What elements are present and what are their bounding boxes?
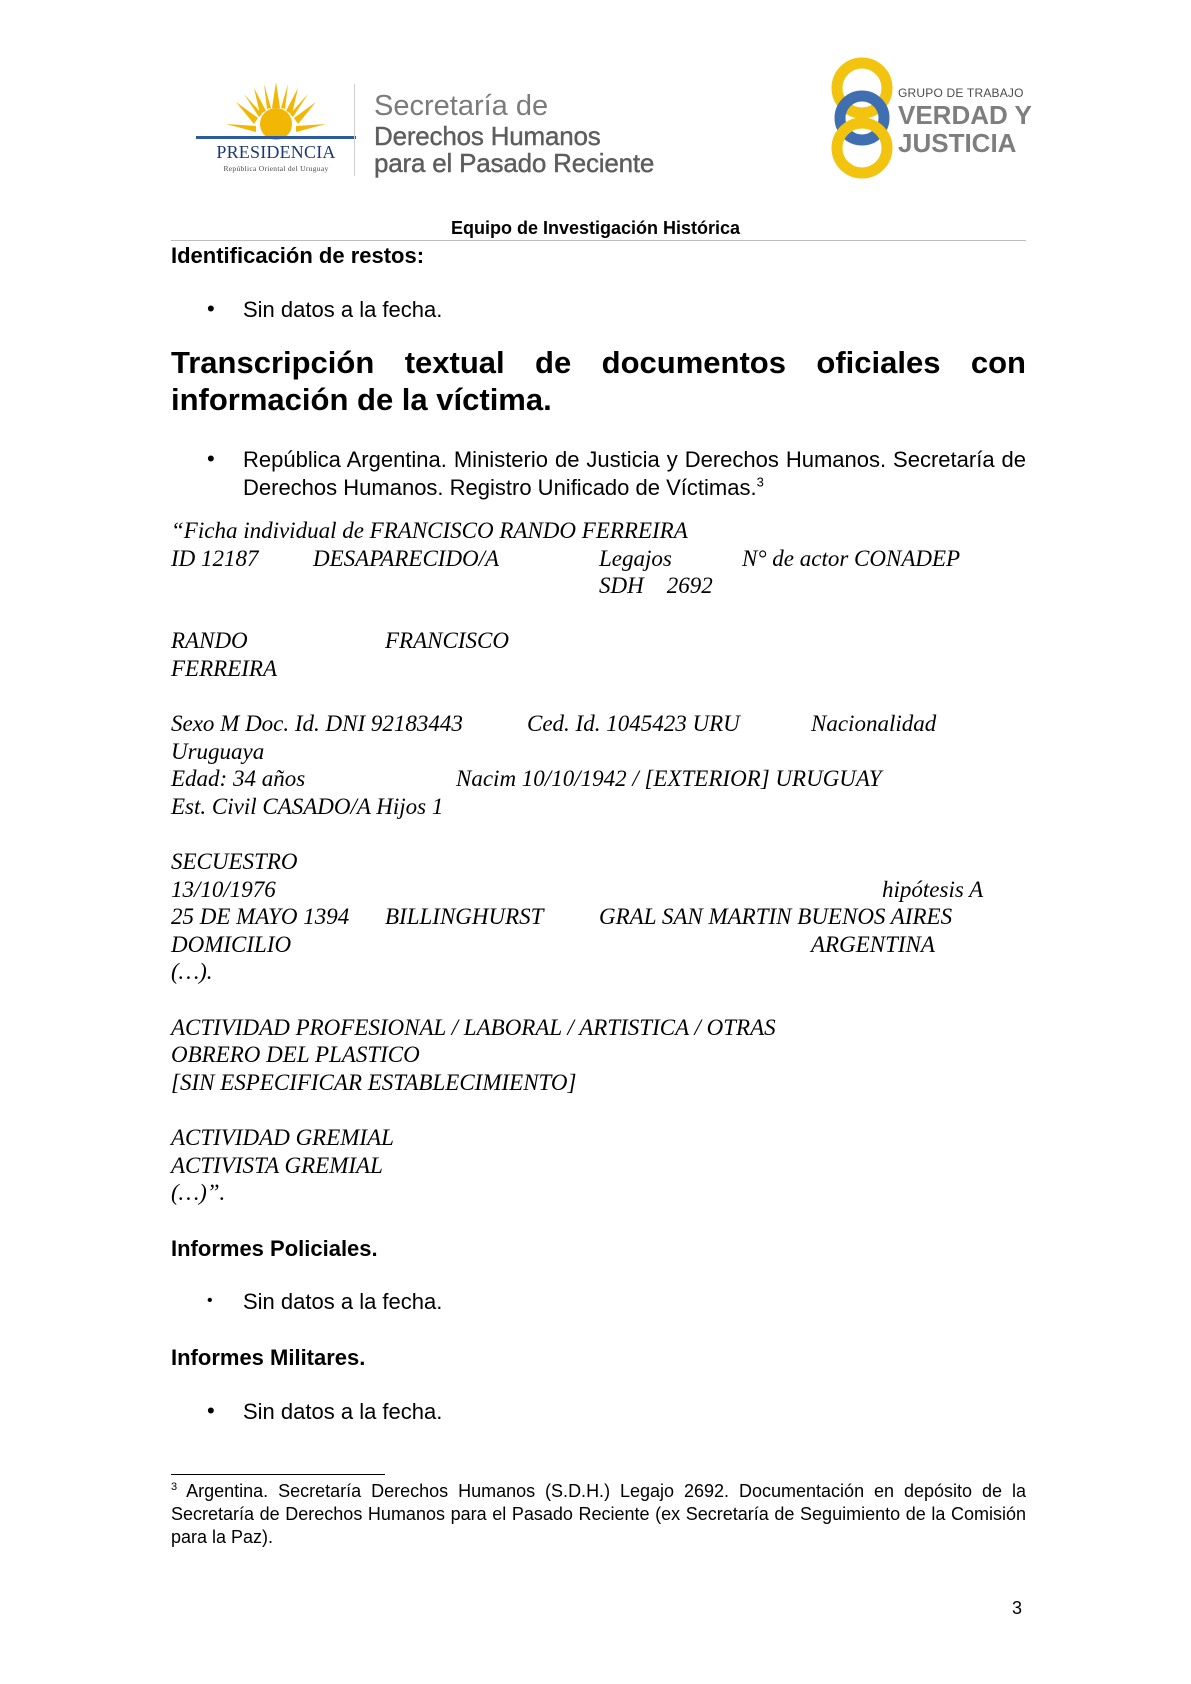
militares-bullet-text: Sin datos a la fecha. xyxy=(243,1399,443,1424)
ficha-partido: GRAL SAN MARTIN BUENOS AIRES xyxy=(599,904,953,929)
ficha-pais: ARGENTINA xyxy=(811,932,935,957)
ficha-domicilio: DOMICILIO xyxy=(171,932,292,957)
presidencia-name: PRESIDENCIA xyxy=(216,142,336,162)
bullet-icon: • xyxy=(207,1398,215,1423)
ficha-legajos-value: SDH 2692 xyxy=(599,573,713,598)
footnote-text: Argentina. Secretaría Derechos Humanos (S.D.H.) Legajo 2692. Documentación en depósito de la Secretaría de Derechos Humanos para el Pasado Reciente (ex Secretaría de Seguimiento de la Comisión para la Paz). xyxy=(171,1481,1026,1547)
ficha-title: “Ficha individual de FRANCISCO RANDO FERREIRA xyxy=(171,518,688,543)
ficha-ellipsis-2: (…)”. xyxy=(171,1180,226,1205)
footnote-mark: 3 xyxy=(171,1481,178,1493)
secretaria-logo-text xyxy=(374,88,714,184)
transcripcion-bullet-text xyxy=(243,446,1026,502)
sun-icon xyxy=(196,80,356,144)
policiales-bullet-text: Sin datos a la fecha. xyxy=(243,1289,443,1314)
transcripcion-heading-line-2: información de la víctima. xyxy=(171,382,552,417)
ficha-estado-civil: Est. Civil CASADO/A Hijos 1 xyxy=(171,794,444,819)
ficha-gremial-value: ACTIVISTA GREMIAL xyxy=(171,1153,383,1178)
ficha-actor: N° de actor CONADEP xyxy=(742,546,961,571)
ficha-legajos-label: Legajos xyxy=(599,546,672,571)
ficha-nacionalidad-value: Uruguaya xyxy=(171,739,265,764)
transcripcion-heading-line-1: Transcripción textual de documentos oficiales con xyxy=(171,345,1026,380)
grupo-label: GRUPO DE TRABAJO xyxy=(898,86,1024,100)
bullet-icon: • xyxy=(207,446,215,471)
policiales-title: Informes Policiales. xyxy=(171,1236,378,1261)
ficha-cedula: Ced. Id. 1045423 URU xyxy=(527,711,740,736)
ficha-actividad-label: ACTIVIDAD PROFESIONAL / LABORAL / ARTISTICA / OTRAS xyxy=(171,1015,776,1040)
ficha-nacimiento: Nacim 10/10/1942 / [EXTERIOR] URUGUAY xyxy=(456,766,882,791)
transcripcion-heading xyxy=(171,344,1026,418)
page-number: 3 xyxy=(1012,1598,1023,1618)
ficha-establecimiento: [SIN ESPECIFICAR ESTABLECIMIENTO] xyxy=(171,1070,577,1095)
ficha-ellipsis-1: (…). xyxy=(171,959,213,984)
header-subtitle: Equipo de Investigación Histórica xyxy=(450,218,741,238)
ficha-edad: Edad: 34 años xyxy=(171,766,306,791)
ficha-nombre: FRANCISCO xyxy=(385,628,509,653)
ficha-nacionalidad-label: Nacionalidad xyxy=(811,711,937,736)
ficha-direccion: 25 DE MAYO 1394 xyxy=(171,904,350,929)
secretaria-line-3: para el Pasado Reciente xyxy=(374,148,655,178)
verdad-justicia-text xyxy=(898,86,1048,156)
ficha-gremial-label: ACTIVIDAD GREMIAL xyxy=(171,1125,394,1150)
presidencia-subtitle: República Oriental del Uruguay xyxy=(223,164,329,173)
bullet-icon: • xyxy=(207,296,215,321)
secretaria-line-2: Derechos Humanos xyxy=(374,121,601,151)
header-rule xyxy=(171,240,1026,241)
source-reference: República Argentina. Ministerio de Justicia y Derechos Humanos. Secretaría de Derechos Humanos. Registro Unificado de Víctimas. xyxy=(243,447,1026,500)
presidencia-logo xyxy=(196,80,356,180)
ficha-localidad: BILLINGHURST xyxy=(385,904,544,929)
secretaria-line-1: Secretaría de xyxy=(374,90,549,122)
identificacion-bullet-text: Sin datos a la fecha. xyxy=(243,297,443,322)
footnote xyxy=(171,1480,1026,1549)
ficha-id: ID 12187 xyxy=(171,546,259,571)
justicia-label: JUSTICIA xyxy=(898,128,1017,158)
identificacion-title: Identificación de restos: xyxy=(171,243,425,268)
logo-divider xyxy=(354,84,355,176)
ficha-sexo-doc: Sexo M Doc. Id. DNI 92183443 xyxy=(171,711,463,736)
ficha-actividad-value: OBRERO DEL PLASTICO xyxy=(171,1042,420,1067)
ficha-estado: DESAPARECIDO/A xyxy=(313,546,500,571)
ficha-secuestro-fecha: 13/10/1976 xyxy=(171,877,276,902)
militares-title: Informes Militares. xyxy=(171,1345,366,1370)
ficha-apellido-1: RANDO xyxy=(171,628,248,653)
ficha-secuestro-label: SECUESTRO xyxy=(171,849,298,874)
bullet-icon: • xyxy=(207,1292,213,1309)
footnote-rule xyxy=(171,1474,385,1475)
verdad-label: VERDAD Y xyxy=(898,100,1032,130)
ficha-apellido-2: FERREIRA xyxy=(171,656,278,681)
footnote-ref: 3 xyxy=(756,474,764,490)
ficha-hipotesis: hipótesis A xyxy=(882,877,984,902)
